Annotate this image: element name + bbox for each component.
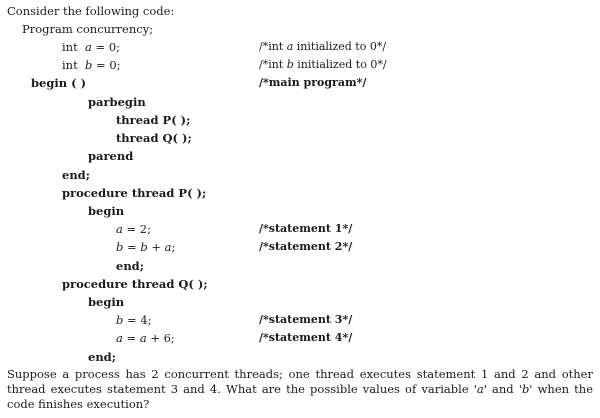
question-paragraph: Suppose a process has 2 concurrent threads; one thread executes statement 1 and 2 and other thread executes statement 3 and 4. What are the possible values of variable 'a' and 'b' when the code finishes execution? — [7, 367, 594, 411]
decl-a-comment: /*int a initialized to 0*/ — [259, 40, 387, 53]
q-stmt3: b = 4; — [116, 313, 152, 327]
program-line: Program concurrency; — [22, 22, 154, 36]
p-stmt1-comment: /*statement 1*/ — [259, 222, 353, 235]
q-stmt4-comment: /*statement 4*/ — [259, 331, 353, 344]
thread-q-call: thread Q( ); — [116, 131, 192, 145]
p-stmt1: a = 2; — [116, 222, 151, 236]
parend: parend — [88, 149, 134, 163]
p-end: end; — [116, 259, 144, 273]
p-begin: begin — [88, 204, 125, 218]
end-main: end; — [62, 168, 90, 182]
q-stmt3-comment: /*statement 3*/ — [259, 313, 353, 326]
main-comment: /*main program*/ — [259, 76, 367, 89]
proc-q: procedure thread Q( ); — [62, 277, 208, 291]
p-stmt2-comment: /*statement 2*/ — [259, 240, 353, 253]
parbegin: parbegin — [88, 95, 146, 109]
decl-b: int b = 0; — [62, 58, 121, 72]
q-stmt4: a = a + 6; — [116, 331, 175, 345]
proc-p: procedure thread P( ); — [62, 186, 207, 200]
thread-p-call: thread P( ); — [116, 113, 191, 127]
begin-main: begin ( ) — [31, 76, 87, 90]
intro-line: Consider the following code: — [7, 4, 175, 18]
q-end: end; — [88, 350, 116, 364]
decl-a: int a = 0; — [62, 40, 121, 54]
decl-b-comment: /*int b initialized to 0*/ — [259, 58, 387, 71]
q-begin: begin — [88, 295, 125, 309]
p-stmt2: b = b + a; — [116, 240, 176, 254]
